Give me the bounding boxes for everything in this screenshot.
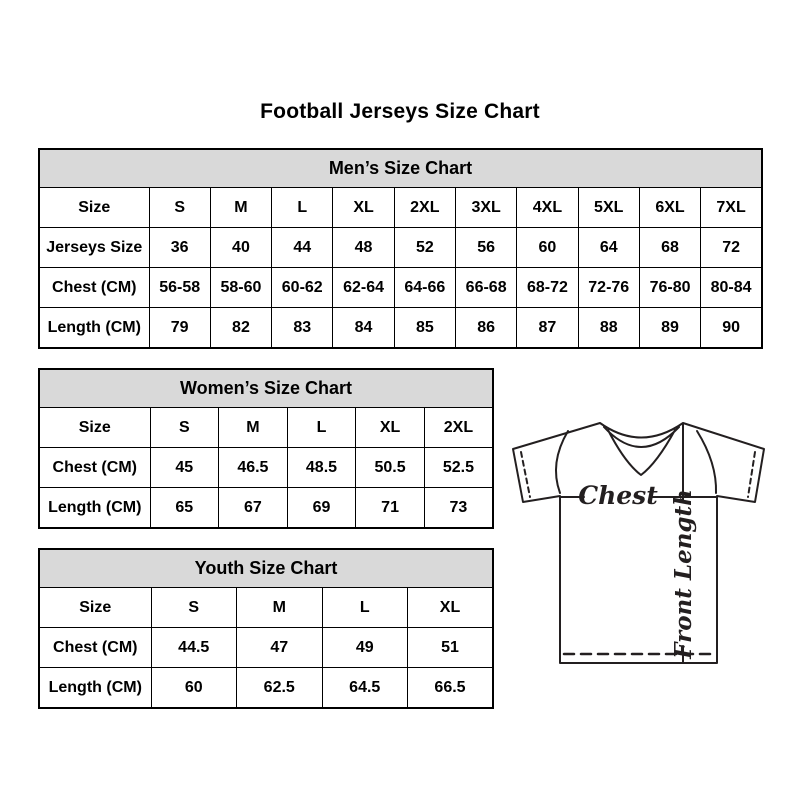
row-label: Length (CM) [39,668,151,709]
size-cell: L [272,188,333,228]
size-cell: 68-72 [517,268,578,308]
table-row [39,588,493,628]
size-cell: 46.5 [219,448,288,488]
size-cell: 56 [455,228,516,268]
size-cell: 51 [408,628,494,668]
size-cell: S [149,188,210,228]
table-row [39,188,762,228]
size-cell: 67 [219,488,288,529]
size-cell: 80-84 [701,268,762,308]
size-cell: S [151,588,237,628]
size-cell: 64.5 [322,668,408,709]
row-label: Length (CM) [39,308,149,349]
size-cell: L [322,588,408,628]
youth-table-header: Youth Size Chart [39,549,493,588]
size-cell: 62.5 [237,668,323,709]
size-cell: 52 [394,228,455,268]
size-cell: XL [408,588,494,628]
size-cell: 36 [149,228,210,268]
right-armhole-seam [697,431,716,493]
size-cell: 6XL [639,188,700,228]
size-cell: 44.5 [151,628,237,668]
size-cell: 65 [150,488,219,529]
size-cell: 85 [394,308,455,349]
size-cell: 47 [237,628,323,668]
table-row [39,228,762,268]
size-cell: 2XL [394,188,455,228]
size-cell: 64 [578,228,639,268]
size-cell: 73 [424,488,493,529]
size-cell: 3XL [455,188,516,228]
collar-band-icon [604,427,679,475]
table-section-row [39,549,493,588]
size-cell: 69 [287,488,356,529]
size-cell: 7XL [701,188,762,228]
jersey-outline [513,423,764,663]
right-cuff-stitch-line [748,452,755,497]
size-cell: 45 [150,448,219,488]
size-cell: 44 [272,228,333,268]
size-cell: 49 [322,628,408,668]
left-armhole-seam [556,431,568,493]
size-cell: 50.5 [356,448,425,488]
size-cell: 88 [578,308,639,349]
size-cell: 66.5 [408,668,494,709]
table-row [39,408,493,448]
table-row [39,448,493,488]
size-cell: 66-68 [455,268,516,308]
row-label: Size [39,408,150,448]
size-cell: XL [333,188,394,228]
size-cell: 84 [333,308,394,349]
size-cell: 71 [356,488,425,529]
table-row [39,308,762,349]
row-label: Chest (CM) [39,628,151,668]
table-section-row [39,149,762,188]
row-label: Jerseys Size [39,228,149,268]
size-cell: M [210,188,271,228]
size-cell: 60 [517,228,578,268]
size-cell: L [287,408,356,448]
row-label: Size [39,588,151,628]
size-cell: 58-60 [210,268,271,308]
youth-size-table [38,548,494,709]
size-cell: 48 [333,228,394,268]
table-row [39,488,493,529]
row-label: Chest (CM) [39,448,150,488]
jersey-measurement-diagram [505,405,768,675]
mens-size-table [38,148,763,349]
mens-table-header: Men’s Size Chart [39,149,762,188]
size-cell: XL [356,408,425,448]
chest-measure-label: Chest [578,481,658,510]
size-cell: S [150,408,219,448]
size-cell: 86 [455,308,516,349]
size-cell: 82 [210,308,271,349]
row-label: Size [39,188,149,228]
page-title: Football Jerseys Size Chart [260,100,540,123]
row-label: Chest (CM) [39,268,149,308]
size-cell: 79 [149,308,210,349]
size-cell: 89 [639,308,700,349]
womens-size-table [38,368,494,529]
size-cell: 56-58 [149,268,210,308]
row-label: Length (CM) [39,488,150,529]
size-cell: 87 [517,308,578,349]
size-cell: 72 [701,228,762,268]
size-cell: 60 [151,668,237,709]
size-cell: 90 [701,308,762,349]
womens-table-header: Women’s Size Chart [39,369,493,408]
table-row [39,628,493,668]
size-cell: M [237,588,323,628]
table-row [39,668,493,709]
size-cell: 2XL [424,408,493,448]
table-row [39,268,762,308]
size-cell: 68 [639,228,700,268]
size-cell: 83 [272,308,333,349]
size-cell: 4XL [517,188,578,228]
size-cell: 40 [210,228,271,268]
size-cell: M [219,408,288,448]
size-cell: 64-66 [394,268,455,308]
size-cell: 72-76 [578,268,639,308]
size-cell: 5XL [578,188,639,228]
table-section-row [39,369,493,408]
front-length-measure-label: Front Length [670,489,697,659]
size-cell: 62-64 [333,268,394,308]
size-cell: 52.5 [424,448,493,488]
size-cell: 48.5 [287,448,356,488]
size-cell: 60-62 [272,268,333,308]
size-cell: 76-80 [639,268,700,308]
left-cuff-stitch-line [521,452,530,497]
